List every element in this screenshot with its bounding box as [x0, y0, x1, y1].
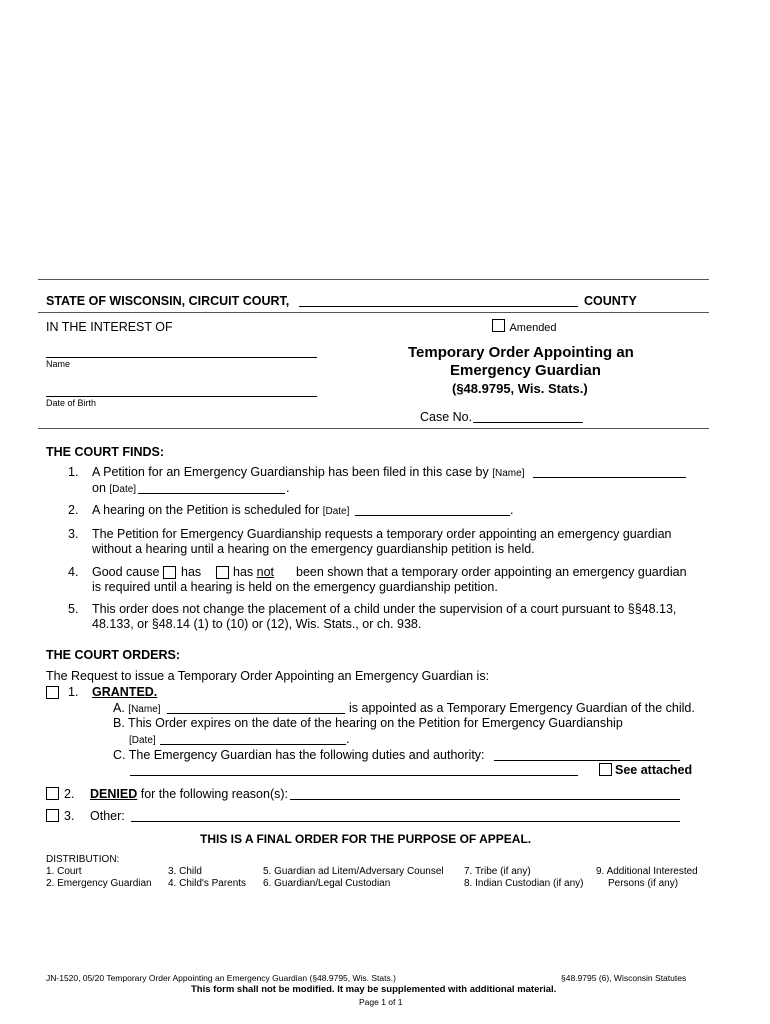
period: .	[286, 481, 290, 495]
case-no-label: Case No.	[420, 410, 473, 424]
dist-additional: 9. Additional Interested	[596, 866, 698, 877]
has-not-checkbox[interactable]	[216, 566, 229, 579]
finds-num-5: 5.	[68, 602, 79, 616]
other-label: Other:	[90, 809, 125, 823]
dob-caption: Date of Birth	[46, 398, 97, 408]
denied-label: DENIED	[90, 787, 138, 801]
finds-item4-line2: is required until a hearing is held on the emergency guardianship petition.	[92, 580, 498, 594]
finds-item3-line2: without a hearing until a hearing on the emergency guardianship petition is held.	[92, 542, 535, 556]
form-title-line2: Emergency Guardian	[450, 362, 601, 379]
hearing-date-field[interactable]	[355, 515, 510, 516]
orders-heading: THE COURT ORDERS:	[46, 648, 181, 662]
distribution-col-2	[168, 866, 246, 890]
period: .	[510, 503, 514, 517]
finds-item1	[92, 465, 524, 479]
orders-num-3: 3.	[64, 809, 75, 823]
amended-checkbox-wrap[interactable]	[492, 318, 557, 336]
has-label: has	[181, 565, 202, 579]
court-heading: STATE OF WISCONSIN, CIRCUIT COURT,	[46, 294, 290, 308]
finds-item4-rest: been shown that a temporary order appointing an emergency guardian	[296, 565, 687, 579]
duties-field-2[interactable]	[130, 775, 578, 776]
form-statute: (§48.9795, Wis. Stats.)	[452, 381, 588, 396]
order-c-text: C. The Emergency Guardian has the following duties and authority:	[113, 748, 485, 762]
not-word: not	[256, 565, 275, 579]
guardian-name-field[interactable]	[167, 713, 345, 714]
expiry-date-field[interactable]	[160, 744, 346, 745]
finds-item1-text: A Petition for an Emergency Guardianship has been filed in this case by	[92, 465, 489, 479]
header-rule-2	[38, 312, 709, 313]
other-checkbox[interactable]	[46, 809, 59, 822]
finds-heading: THE COURT FINDS:	[46, 445, 165, 459]
dist-persons: Persons (if any)	[608, 878, 679, 889]
finds-item4-good-cause: Good cause	[92, 565, 160, 579]
see-attached-checkbox[interactable]	[599, 763, 612, 776]
date-tag: [Date]	[109, 484, 137, 495]
name-tag: [Name]	[492, 468, 525, 479]
amended-checkbox[interactable]	[492, 319, 505, 332]
distribution-col-4	[464, 866, 584, 890]
date-tag: [Date]	[129, 735, 156, 746]
has-not-label	[233, 565, 274, 579]
distribution-label: DISTRIBUTION:	[46, 854, 120, 865]
distribution-col-1	[46, 866, 152, 890]
denied-checkbox[interactable]	[46, 787, 59, 800]
distribution-col-3	[263, 866, 444, 890]
header-bottom-rule	[38, 428, 709, 429]
denied-reason-field[interactable]	[290, 799, 680, 800]
finds-item5-line2: 48.133, or §48.14 (1) to (10) or (12), Wis. Stats., or ch. 938.	[92, 617, 422, 631]
finds-item2-text: A hearing on the Petition is scheduled for	[92, 503, 320, 517]
dist-emergency-guardian: 2. Emergency Guardian	[46, 878, 152, 889]
order-a	[113, 701, 161, 715]
case-no-field[interactable]	[473, 422, 583, 423]
petitioner-field[interactable]	[533, 477, 686, 478]
finds-item2	[92, 503, 349, 517]
orders-request: The Request to issue a Temporary Order Appointing an Emergency Guardian is:	[46, 669, 490, 683]
name-caption: Name	[46, 359, 71, 369]
orders-num-2: 2.	[64, 787, 75, 801]
name-tag: [Name]	[128, 704, 161, 715]
see-attached-label: See attached	[615, 763, 693, 777]
dist-gal: 5. Guardian ad Litem/Adversary Counsel	[263, 866, 444, 877]
name-field[interactable]	[46, 357, 317, 358]
denied-rest: for the following reason(s):	[140, 787, 289, 801]
amended-label: Amended	[509, 322, 557, 334]
order-b-text: B. This Order expires on the date of the hearing on the Petition for Emergency Guardianship	[113, 716, 623, 730]
form-title-line1: Temporary Order Appointing an	[408, 344, 634, 361]
dob-field[interactable]	[46, 396, 317, 397]
footer-form-id: JN-1520, 05/20 Temporary Order Appointing an Emergency Guardian (§48.9795, Wis. Stats.)	[46, 973, 396, 983]
granted-label: GRANTED.	[92, 685, 158, 699]
finds-item1-on	[92, 481, 136, 495]
has-word: has	[233, 565, 254, 579]
finds-num-4: 4.	[68, 565, 79, 579]
footer-notice: This form shall not be modified. It may be supplemented with additional material.	[191, 984, 557, 995]
finds-num-1: 1.	[68, 465, 79, 479]
dist-court: 1. Court	[46, 866, 82, 877]
county-field[interactable]	[299, 306, 578, 307]
dist-indian-custodian: 8. Indian Custodian (if any)	[464, 878, 584, 889]
has-checkbox[interactable]	[163, 566, 176, 579]
county-label: COUNTY	[584, 294, 637, 308]
dist-guardian-custodian: 6. Guardian/Legal Custodian	[263, 878, 391, 889]
header-top-rule	[38, 279, 709, 280]
on-label: on	[92, 481, 106, 495]
dist-child: 3. Child	[168, 866, 202, 877]
finds-num-3: 3.	[68, 527, 79, 541]
other-field[interactable]	[131, 821, 680, 822]
finds-num-2: 2.	[68, 503, 79, 517]
period: .	[346, 732, 350, 746]
footer-page: Page 1 of 1	[359, 997, 403, 1007]
finds-item5-line1: This order does not change the placement of a child under the supervision of a court pursuant to §§48.13,	[92, 602, 677, 616]
date-tag: [Date]	[322, 506, 350, 517]
denied-text	[90, 787, 288, 801]
dist-childs-parents: 4. Child's Parents	[168, 878, 247, 889]
final-order-note: THIS IS A FINAL ORDER FOR THE PURPOSE OF APPEAL.	[200, 832, 532, 846]
filed-date-field[interactable]	[138, 493, 285, 494]
orders-num-1: 1.	[68, 685, 79, 699]
in-interest-label: IN THE INTEREST OF	[46, 320, 173, 334]
distribution-col-5	[596, 866, 698, 890]
dist-tribe: 7. Tribe (if any)	[464, 866, 531, 877]
a-label: A.	[113, 701, 125, 715]
granted-checkbox[interactable]	[46, 686, 59, 699]
finds-item3-line1: The Petition for Emergency Guardianship requests a temporary order appointing an emergency guardian	[92, 527, 672, 541]
footer-statute: §48.9795 (6), Wisconsin Statutes	[561, 973, 687, 983]
order-a-text: is appointed as a Temporary Emergency Guardian of the child.	[349, 701, 695, 715]
duties-field-1[interactable]	[494, 760, 680, 761]
